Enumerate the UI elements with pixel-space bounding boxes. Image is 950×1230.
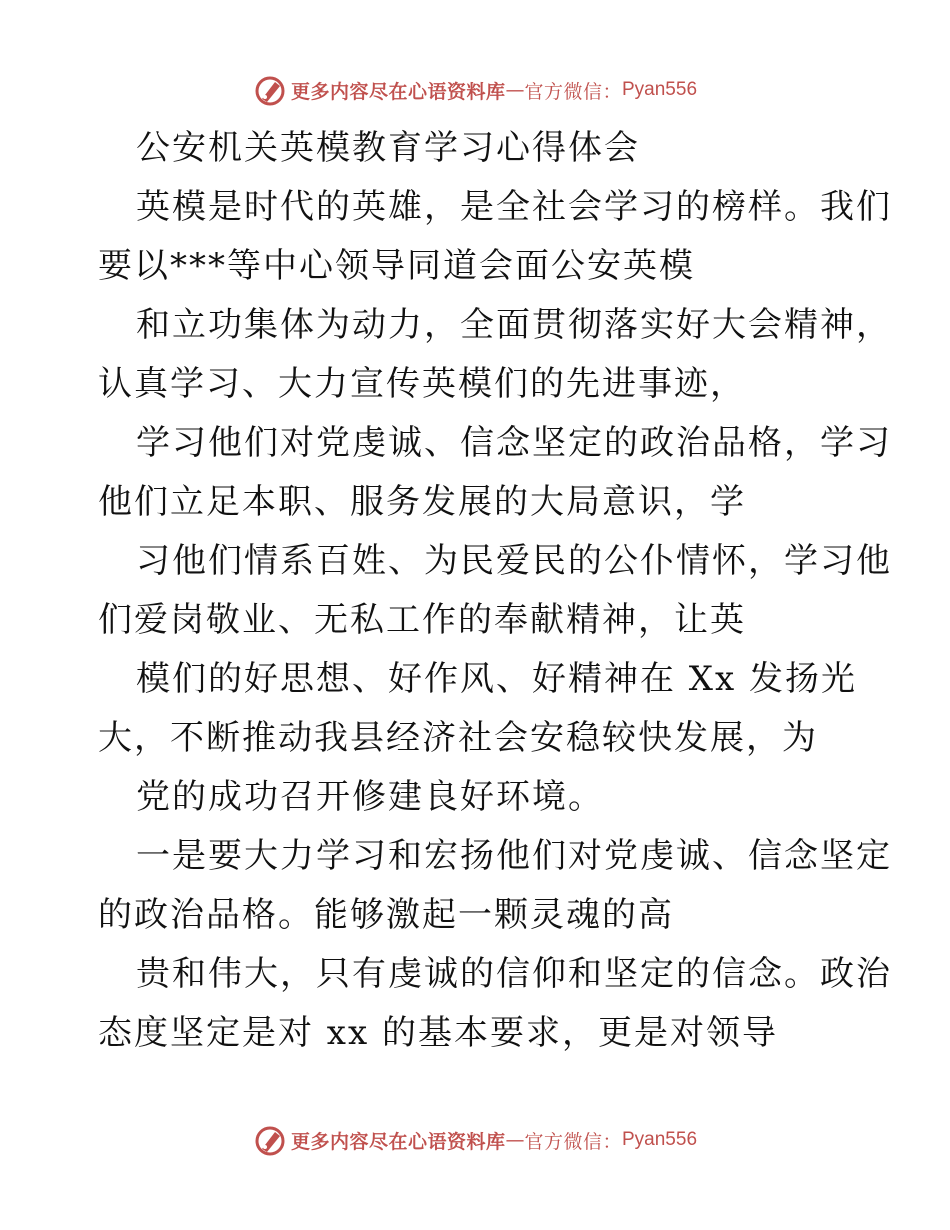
paragraph-line: 党的成功召开修建良好环境。	[136, 777, 604, 817]
paragraph-line: 和立功集体为动力，全面贯彻落实好大会精神，	[136, 305, 892, 345]
paragraph-line: 们爱岗敬业、无私工作的奉献精神，让英	[98, 600, 746, 640]
banner-dash: —	[505, 1129, 525, 1151]
paragraph-line: 认真学习、大力宣传英模们的先进事迹，	[98, 364, 746, 404]
banner-official-label: 官方微信：	[524, 80, 622, 103]
pen-nib-logo-icon	[253, 1123, 287, 1157]
paragraph-line: 模们的好思想、好作风、好精神在 Xx 发扬光	[136, 659, 857, 699]
footer-banner	[0, 1120, 950, 1160]
banner-brand-text: 更多内容尽在心语资料库	[290, 1130, 506, 1153]
banner-brand-text: 更多内容尽在心语资料库	[290, 80, 506, 103]
pen-nib-logo-icon	[253, 73, 287, 107]
paragraph-line: 的政治品格。能够激起一颗灵魂的高	[98, 895, 674, 935]
banner-wechat-id: Pyan556	[622, 79, 698, 100]
document-title: 公安机关英模教育学习心得体会	[136, 128, 640, 168]
header-banner	[0, 70, 950, 110]
paragraph-line: 态度坚定是对 xx 的基本要求，更是对领导	[98, 1013, 778, 1053]
paragraph-line: 学习他们对党虔诚、信念坚定的政治品格，学习	[136, 423, 892, 463]
banner-official-label: 官方微信：	[524, 1130, 622, 1153]
banner-dash: —	[505, 79, 525, 101]
document-body	[98, 119, 892, 1063]
paragraph-line: 要以***等中心领导同道会面公安英模	[98, 246, 695, 286]
paragraph-line: 习他们情系百姓、为民爱民的公仆情怀，学习他	[136, 541, 892, 581]
paragraph-line: 贵和伟大，只有虔诚的信仰和坚定的信念。政治	[136, 954, 892, 994]
paragraph-line: 英模是时代的英雄，是全社会学习的榜样。我们	[136, 187, 892, 227]
paragraph-line: 一是要大力学习和宏扬他们对党虔诚、信念坚定	[136, 836, 892, 876]
paragraph-line: 他们立足本职、服务发展的大局意识，学	[98, 482, 746, 522]
paragraph-line: 大，不断推动我县经济社会安稳较快发展，为	[98, 718, 818, 758]
banner-wechat-id: Pyan556	[622, 1129, 698, 1150]
